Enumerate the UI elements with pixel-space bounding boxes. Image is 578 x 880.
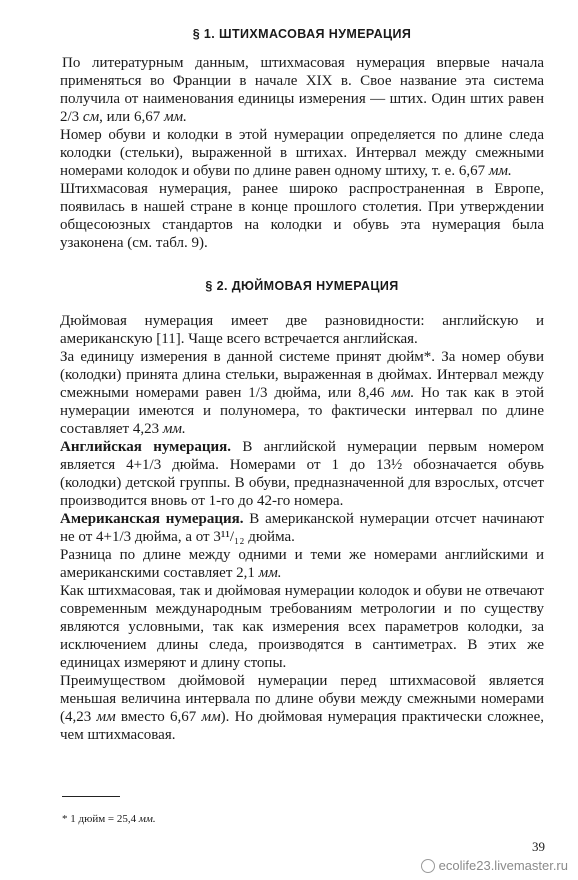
footnote: [62, 812, 156, 826]
paragraph-text: За единицу измерения в данной системе принят дюйм*. За номер обуви (колодки) принята длина стельки, выраженная в дюймах. Интервал между смежными номерами равен 1/3 дюйма, или 8,46: [60, 349, 544, 401]
document-page: [60, 26, 544, 744]
watermark: [421, 858, 568, 873]
footnote-rule: [62, 796, 120, 797]
livemaster-logo-icon: [421, 859, 435, 873]
run-in-heading: Американская нумерация.: [60, 511, 244, 527]
fraction: 2/3: [60, 109, 80, 125]
paragraph: [60, 510, 544, 546]
page-number: 39: [532, 839, 545, 854]
paragraph: [60, 438, 544, 510]
paragraph: [60, 672, 544, 744]
unit: мм: [96, 709, 116, 725]
unit: мм.: [138, 813, 156, 825]
paragraph: Дюймовая нумерация имеет две разновидности: английскую и американскую [11]. Чаще всего встречается английская.: [60, 313, 544, 347]
unit: мм: [201, 709, 221, 725]
unit: мм.: [163, 109, 187, 125]
paragraph-text: вместо 6,67: [115, 709, 202, 725]
paragraph: Как штихмасовая, так и дюймовая нумерации колодок и обуви не отвечают современным международным требованиям метрологии и по существу являются условными, так как измерения всех параметров колодки, за исключением длины следа, производятся в сантиметрах. В этих же единицах измеряют и длину стопы.: [60, 583, 544, 671]
watermark-text: ecolife23.livemaster.ru: [438, 858, 568, 873]
paragraph-text: По литературным данным, штихмасовая нумерация впервые начала применяться во Франции в начале XIX в. Свое название эта система получила от наименования единицы измерения — штих. Один штих равен: [60, 55, 544, 107]
section-1-heading: § 1. ШТИХМАСОВАЯ НУМЕРАЦИЯ: [192, 27, 412, 41]
paragraph: [60, 126, 544, 180]
unit: мм.: [162, 421, 186, 437]
paragraph-text: В американской нумерации отсчет начинают не от 4+1/3 дюйма, а от 3¹¹/₁₂ дюйма.: [60, 511, 544, 545]
unit: мм.: [391, 385, 415, 401]
paragraph: [60, 54, 544, 126]
unit: см: [79, 109, 100, 125]
paragraph-text: Разница по длине между одними и теми же номерами английскими и американскими составляет 2,1: [60, 547, 544, 581]
paragraph: [60, 546, 544, 582]
run-in-heading: Английская нумерация.: [60, 439, 232, 455]
paragraph-text: Номер обуви и колодки в этой нумерации определяется по длине следа колодки (стельки), выраженной в штихах. Интервал между смежными номерами колодок и обуви по длине равен одному штиху, т. е. 6,67: [60, 127, 544, 179]
footnote-text: * 1 дюйм = 25,4: [62, 813, 139, 825]
unit: мм.: [488, 163, 512, 179]
paragraph-text: , или 6,67: [99, 109, 164, 125]
paragraph: [60, 348, 544, 438]
paragraph-text: Преимуществом дюймовой нумерации перед штихмасовой является меньшая величина интервала по длине обуви между смежными номерами (4,23: [60, 673, 544, 725]
paragraph-text: В английской нумерации первым номером является 4+1/3 дюйма. Номерами от 1 до 13½ обозначается обувь (колодки) детской группы. В обуви, предназначенной для взрослых, отсчет производится вновь от 1-го до 42-го номера.: [60, 439, 544, 509]
section-2-heading: § 2. ДЮЙМОВАЯ НУМЕРАЦИЯ: [205, 279, 399, 293]
unit: мм.: [258, 565, 282, 581]
paragraph-text: ). Но дюймовая нумерация практически сложнее, чем штихмасовая.: [60, 709, 544, 743]
paragraph-text: Но так как в этой нумерации имеются и полуномера, то фактически интервал по длине составляет 4,23: [60, 385, 544, 437]
paragraph: Штихмасовая нумерация, ранее широко распространенная в Европе, появилась в нашей стране в конце прошлого столетия. При утверждении общесоюзных стандартов на колодки и обувь эта нумерация была узаконена (см. табл. 9).: [60, 181, 544, 251]
